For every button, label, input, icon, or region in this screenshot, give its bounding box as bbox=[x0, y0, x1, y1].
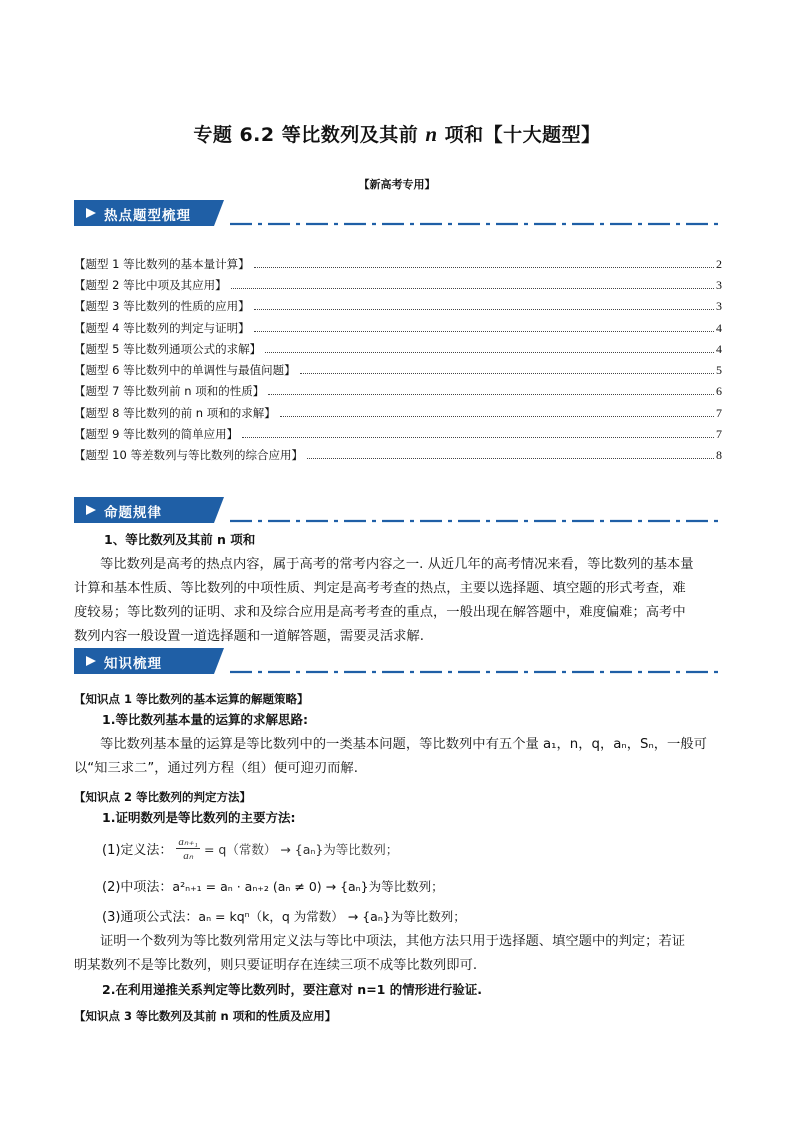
def-rhs: = q（常数） → {aₙ}为等比数列； bbox=[203, 841, 399, 857]
mid-formula: a²ₙ₊₁ = aₙ · aₙ₊₂ (aₙ ≠ 0) → {aₙ}为等比数列； bbox=[172, 879, 444, 894]
page-title bbox=[0, 120, 794, 147]
toc-item[interactable] bbox=[74, 403, 722, 421]
divider-dashed bbox=[230, 519, 720, 523]
def-label: (1)定义法： bbox=[102, 843, 173, 858]
toc-dots bbox=[231, 287, 714, 289]
toc-item[interactable] bbox=[74, 254, 722, 272]
toc-item[interactable] bbox=[74, 381, 722, 399]
toc-dots bbox=[307, 457, 714, 459]
toc-dots bbox=[268, 393, 714, 395]
toc-page: 3 bbox=[716, 278, 722, 292]
toc-page: 8 bbox=[716, 448, 722, 462]
banner-label: 知识梳理 bbox=[104, 656, 162, 672]
knowledge-point-2-box: 【知识点 2 等比数列的判定方法】 bbox=[74, 790, 252, 804]
banner-hot-topics bbox=[74, 200, 224, 226]
page-subtitle: 【新高考专用】 bbox=[358, 178, 436, 191]
toc-dots bbox=[254, 308, 714, 310]
toc-item[interactable] bbox=[74, 339, 722, 357]
toc-dots bbox=[254, 330, 714, 332]
kp1-line-1: 等比数列基本量的运算是等比数列中的一类基本问题，等比数列中有五个量 a₁，n，q，aₙ，Sₙ，一般可 bbox=[100, 737, 707, 752]
toc-label: 【题型 4 等比数列的判定与证明】 bbox=[74, 321, 250, 335]
toc-label: 【题型 5 等比数列通项公式的求解】 bbox=[74, 342, 262, 356]
title-prefix: 专题 6.2 等比数列及其前 bbox=[193, 124, 426, 146]
toc-page: 2 bbox=[716, 257, 722, 271]
toc-page: 5 bbox=[716, 363, 722, 377]
title-suffix: 项和【十大题型】 bbox=[437, 124, 601, 146]
fraction-numerator: aₙ₊₁ bbox=[178, 836, 198, 848]
kp2-line-2: 明某数列不是等比数列，则只要证明存在连续三项不成等比数列即可. bbox=[74, 958, 478, 973]
general-term-method bbox=[102, 906, 466, 925]
kp2-heading: 1.证明数列是等比数列的主要方法: bbox=[102, 810, 296, 825]
rule-heading: 1、等比数列及其前 n 项和 bbox=[104, 532, 256, 547]
toc-label: 【题型 3 等比数列的性质的应用】 bbox=[74, 299, 250, 313]
toc-page: 3 bbox=[716, 299, 722, 313]
toc-dots bbox=[265, 351, 714, 353]
divider-dashed bbox=[230, 670, 720, 674]
toc-dots bbox=[254, 266, 714, 268]
rule-line-4: 数列内容一般设置一道选择题和一道解答题，需要灵活求解. bbox=[74, 629, 424, 644]
fraction-denominator: aₙ bbox=[183, 850, 194, 862]
toc-item[interactable] bbox=[74, 424, 722, 442]
kp1-line-2: 以“知三求二”，通过列方程（组）便可迎刃而解. bbox=[74, 761, 358, 776]
toc-page: 7 bbox=[716, 406, 722, 420]
toc-dots bbox=[280, 415, 714, 417]
toc-label: 【题型 1 等比数列的基本量计算】 bbox=[74, 257, 250, 271]
toc-label: 【题型 9 等比数列的简单应用】 bbox=[74, 427, 239, 441]
toc-item[interactable] bbox=[74, 318, 722, 336]
title-n: n bbox=[425, 122, 438, 146]
knowledge-point-1-box: 【知识点 1 等比数列的基本运算的解题策略】 bbox=[74, 692, 309, 706]
toc-page: 4 bbox=[716, 321, 722, 335]
toc-dots bbox=[242, 436, 714, 438]
rule-line-2: 计算和基本性质、等比数列的中项性质、判定是高考考查的热点，主要以选择题、填空题的形式考查，难 bbox=[74, 581, 686, 596]
toc-item[interactable] bbox=[74, 360, 722, 378]
kp2-note: 2.在利用递推关系判定等比数列时，要注意对 n=1 的情形进行验证. bbox=[102, 982, 482, 997]
toc-label: 【题型 7 等比数列前 n 项和的性质】 bbox=[74, 384, 265, 398]
banner-exam-rules bbox=[74, 497, 224, 523]
toc-label: 【题型 8 等比数列的前 n 项和的求解】 bbox=[74, 406, 276, 420]
rule-line-3: 度较易；等比数列的证明、求和及综合应用是高考考查的重点，一般出现在解答题中，难度偏难；高考中 bbox=[74, 605, 686, 620]
banner-label: 命题规律 bbox=[104, 505, 162, 521]
toc-page: 6 bbox=[716, 384, 722, 398]
toc-page: 7 bbox=[716, 427, 722, 441]
kp2-line-1: 证明一个数列为等比数列常用定义法与等比中项法，其他方法只用于选择题、填空题中的判定；若证 bbox=[100, 934, 686, 949]
toc-page: 4 bbox=[716, 342, 722, 356]
mid-label: (2)中项法： bbox=[102, 880, 173, 895]
rule-line-1: 等比数列是高考的热点内容，属于高考的常考内容之一. 从近几年的高考情况来看，等比数列的基本量 bbox=[100, 557, 694, 572]
toc-item[interactable] bbox=[74, 445, 722, 463]
kp1-heading: 1.等比数列基本量的运算的求解思路: bbox=[102, 712, 308, 727]
gen-formula: aₙ = kqⁿ（k，q 为常数） → {aₙ}为等比数列； bbox=[198, 909, 466, 924]
toc-label: 【题型 2 等比中项及其应用】 bbox=[74, 278, 227, 292]
fraction bbox=[176, 835, 200, 862]
toc-item[interactable] bbox=[74, 296, 722, 314]
banner-label: 热点题型梳理 bbox=[104, 208, 191, 224]
knowledge-point-3-box: 【知识点 3 等比数列及其前 n 项和的性质及应用】 bbox=[74, 1009, 337, 1023]
toc-item[interactable] bbox=[74, 275, 722, 293]
toc-label: 【题型 10 等差数列与等比数列的综合应用】 bbox=[74, 448, 303, 462]
banner-knowledge bbox=[74, 648, 224, 674]
table-of-contents bbox=[74, 254, 722, 464]
middle-term-method bbox=[102, 876, 444, 895]
divider-dashed bbox=[230, 222, 720, 226]
gen-label: (3)通项公式法： bbox=[102, 910, 199, 925]
toc-dots bbox=[300, 372, 714, 374]
definition-method bbox=[102, 835, 398, 862]
toc-label: 【题型 6 等比数列中的单调性与最值问题】 bbox=[74, 363, 296, 377]
